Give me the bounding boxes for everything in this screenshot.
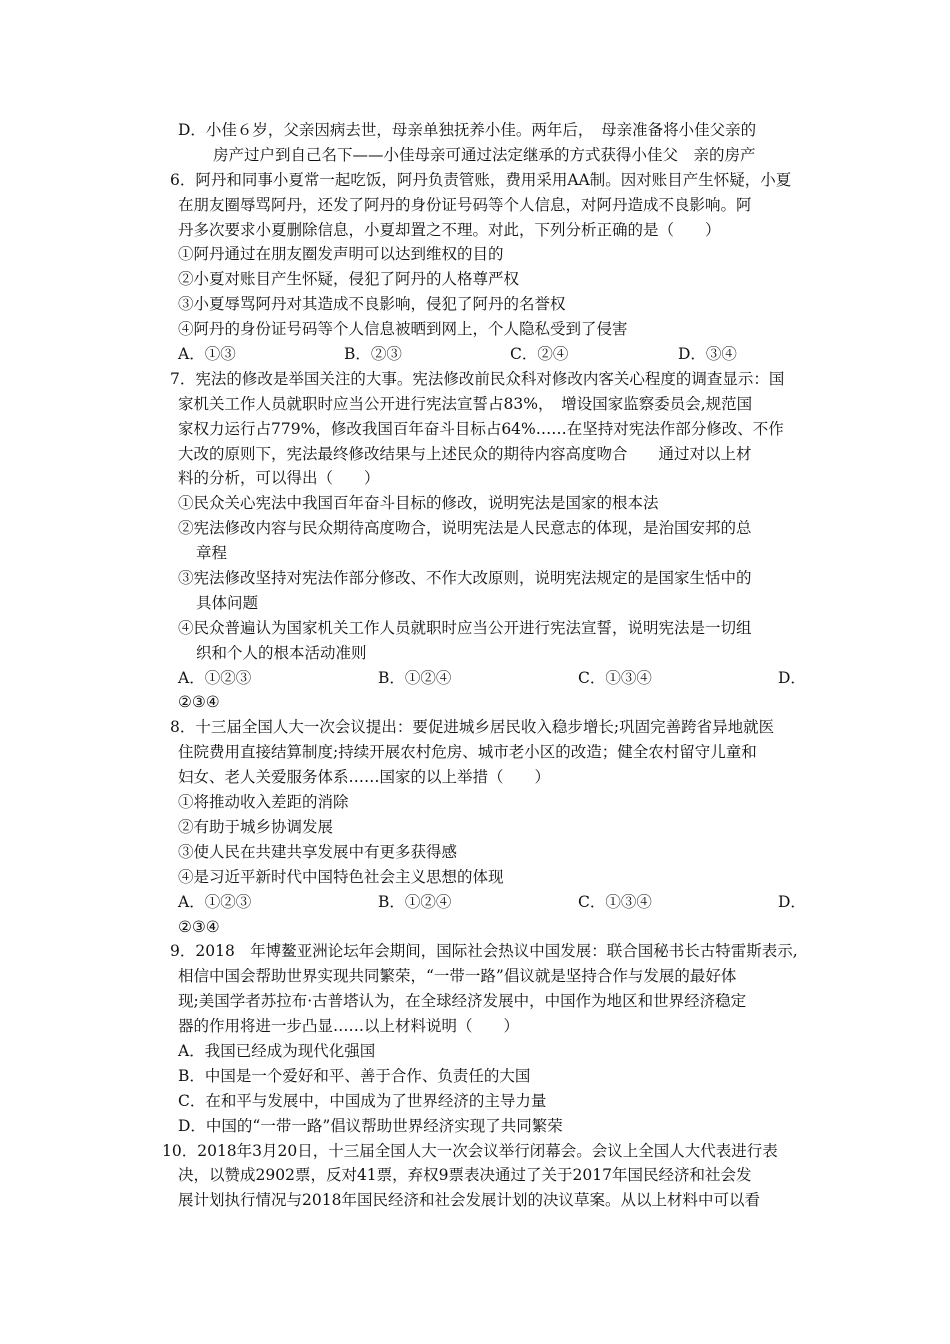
q8-choice-d-wrap: ②③④ (178, 917, 220, 936)
q9-option-d: D．中国的“一带一路”倡议帮助世界经济实现了共同繁荣 (178, 1116, 563, 1135)
q9-option-c: C．在和平与发展中，中国成为了世界经济的主导力量 (178, 1091, 547, 1110)
q8-choice-c: C．①③④ (578, 892, 652, 911)
q8-item-1: ①将推动收入差距的消除 (178, 793, 349, 812)
q8-item-4: ④是习近平新时代中国特色社会主义思想的体现 (178, 867, 504, 886)
q6-choice-c: C．②④ (510, 345, 569, 364)
q9-stem-line-2: 相信中国会帮助世界实现共同繁荣，“一带一路”倡议就是坚持合作与发展的最好体 (178, 967, 737, 986)
question-8 (0, 715, 950, 939)
q7-item-2-cont: 章程 (196, 544, 228, 563)
q8-item-2: ②有助于城乡协调发展 (178, 817, 334, 836)
q9-stem-line-4: 器的作用将进一步凸显……以上材料说明（ ） (178, 1017, 520, 1036)
q6-item-4: ④阿丹的身份证号码等个人信息被晒到网上，个人隐私受到了侵害 (178, 320, 628, 339)
q9-stem-line-1: 9．2018 年博鳌亚洲论坛年会期间，国际社会热议中国发展：联合国秘书长古特雷斯表示, (170, 942, 798, 961)
q6-stem-line-2: 在朋友圈辱骂阿丹，还发了阿丹的身份证号码等个人信息，对阿丹造成不良影响。阿 (178, 195, 752, 214)
q6-item-3: ③小夏辱骂阿丹对其造成不良影响，侵犯了阿丹的名誉权 (178, 295, 566, 314)
question-7 (0, 367, 950, 715)
question-10 (0, 1139, 950, 1214)
q10-stem-line-2: 决，以赞成2902票，反对41票，弃权9票表决通过了关于2017年国民经济和社会发 (178, 1166, 752, 1185)
q7-item-4-cont: 织和个人的根本活动准则 (196, 643, 367, 662)
q7-choice-a: A．①②③ (178, 668, 252, 687)
q6-item-2: ②小夏对账目产生怀疑，侵犯了阿丹的人格尊严权 (178, 270, 520, 289)
q7-stem-line-4: 大改的原则下，宪法最终修改结果与上述民众的期待内容高度吻合 通过对以上材 (178, 444, 752, 463)
q6-choices (0, 342, 950, 367)
q7-stem-line-1: 7．宪法的修改是举国关注的大事。宪法修改前民众科对修改内客关心程度的调查显示：国 (170, 369, 785, 388)
q5-option-d-line-2: 房产过户到自己名下——小佳母亲可通过法定继承的方式获得小佳父 亲的房产 (213, 145, 756, 164)
q6-stem-line-3: 丹多次要求小夏删除信息，小夏却置之不理。对此，下列分析正确的是（ ） (178, 220, 721, 239)
q7-item-3: ③宪法修改坚持对宪法作部分修改、不作大改原则，说明宪法规定的是国家生恬中的 (178, 569, 752, 588)
q8-stem-line-3: 妇女、老人关爱服务体系……国家的以上举措（ ） (178, 768, 551, 787)
q7-choices (0, 666, 950, 691)
q7-choice-b: B．①②④ (378, 668, 452, 687)
question-9 (0, 939, 950, 1138)
q7-stem-line-2: 家机关工作人员就职时应当公开进行宪法宣誓占83%， 增设国家监察委员会,规范国 (178, 394, 753, 413)
q7-item-3-cont: 具体问题 (196, 593, 259, 612)
q5-option-d-line-1: D．小佳６岁，父亲因病去世，母亲单独抚养小佳。两年后， 母亲准备将小佳父亲的 (178, 121, 757, 139)
q8-item-3: ③使人民在共建共享发展中有更多获得感 (178, 842, 458, 861)
q7-item-2: ②宪法修改内容与民众期待高度吻合，说明宪法是人民意志的体现，是治国安邦的总 (178, 519, 752, 538)
q10-stem-line-1: 10．2018年3月20日，十三届全国人大一次会议举行闭幕会。会议上全国人大代表进行表 (162, 1141, 778, 1160)
q9-option-b: B．中国是一个爱好和平、善于合作、负责任的大国 (178, 1066, 531, 1085)
q7-item-4: ④民众普遍认为国家机关工作人员就职时应当公开进行宪法宣誓，说明宪法是一切组 (178, 618, 752, 637)
q7-stem-line-5: 料的分析，可以得出（ ） (178, 469, 380, 488)
q8-choice-a: A．①②③ (178, 892, 252, 911)
q7-stem-line-3: 家权力运行占779%，修改我国百年奋斗目标占64%……在坚持对宪法作部分修改、不作 (178, 419, 784, 438)
q6-stem-line-1: 6．阿丹和同事小夏常一起吃饭，阿丹负责管账，费用采用AA制。因对账目产生怀疑，小夏 (170, 170, 792, 189)
q6-item-1: ①阿丹通过在朋友圈发声明可以达到维权的目的 (178, 245, 504, 264)
q7-item-1: ①民众关心宪法中我国百年奋斗目标的修改，说明宪法是国家的根本法 (178, 494, 659, 513)
q8-stem-line-1: 8．十三届全国人大一次会议提出：要促进城乡居民收入稳步增长;巩固完善跨省异地就医 (170, 718, 775, 737)
q9-stem-line-3: 现;美国学者苏拉布·古普塔认为，在全球经济发展中，中国作为地区和世界经济稳定 (178, 992, 747, 1011)
q8-choice-d: D． (778, 892, 806, 911)
q8-stem-line-2: 住院费用直接结算制度;持续开展农村危房、城市老小区的改造；健全农村留守儿童和 (178, 743, 757, 762)
q7-choice-d-wrap: ②③④ (178, 693, 220, 712)
q9-option-a: A．我国已经成为现代化强国 (178, 1041, 376, 1060)
q6-choice-b: B．②③ (344, 345, 402, 364)
q7-choice-c: C．①③④ (578, 668, 652, 687)
exam-page (0, 118, 950, 1213)
q7-choice-d: D． (778, 668, 806, 687)
question-6 (0, 168, 950, 367)
q6-choice-d: D．③④ (678, 345, 737, 364)
q8-choices (0, 890, 950, 915)
q10-stem-line-3: 展计划执行情况与2018年国民经济和社会发展计划的决议草案。从以上材料中可以看 (178, 1191, 760, 1210)
q6-choice-a: A．①③ (178, 345, 236, 364)
q8-choice-b: B．①②④ (378, 892, 452, 911)
